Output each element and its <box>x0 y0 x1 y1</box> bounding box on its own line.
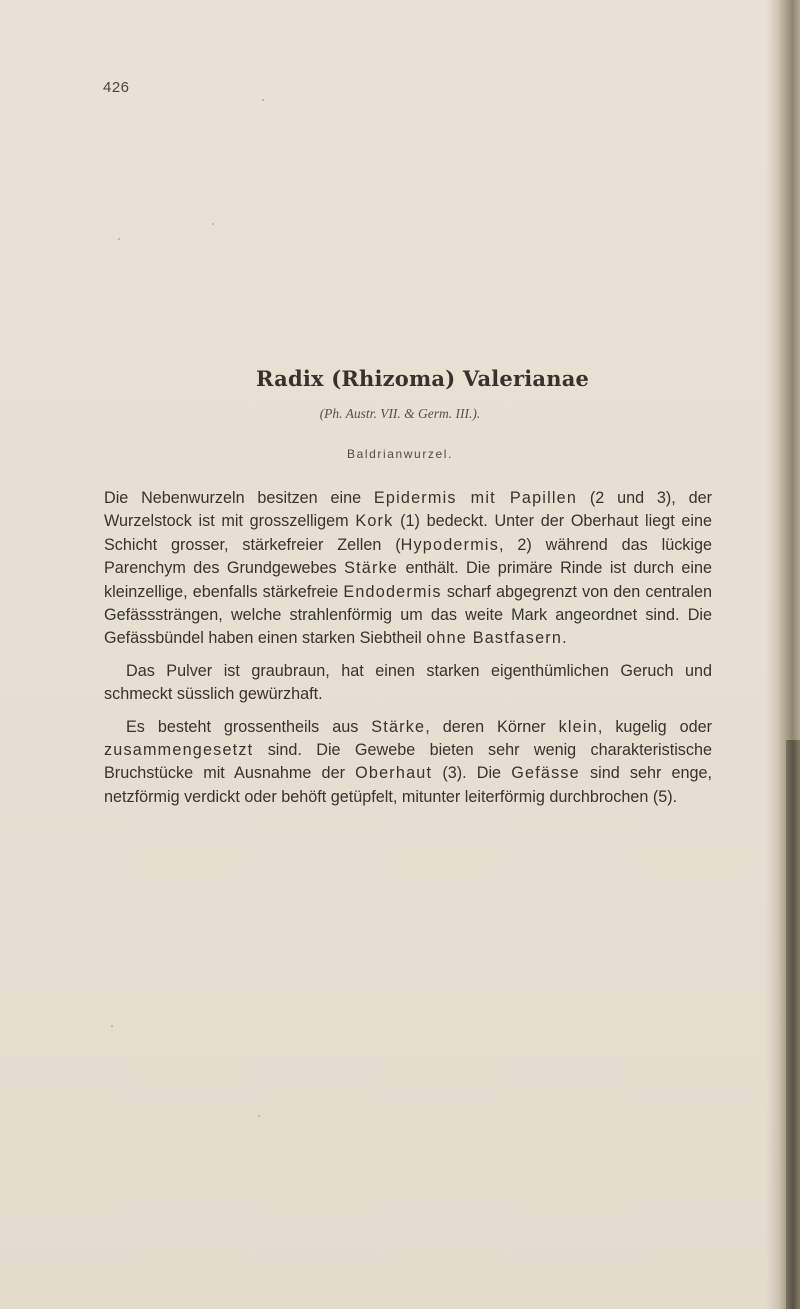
text-run: Die Nebenwurzeln besitzen eine <box>104 489 374 507</box>
text-run: enthält. Die primäre Rinde ist durch eine kleinzellige, ebenfalls stärkefreie <box>104 559 713 601</box>
german-name: Baldrianwurzel. <box>346 447 454 461</box>
page-number: 426 <box>103 79 130 96</box>
text-run: scharf abgegrenzt von den centralen Gefässsträngen, welche strahlenförmig um das weite Mark angeordnet sind. Die Gefässbündel haben einen starken Siebtheil <box>104 582 712 648</box>
text-run: (3). Die <box>432 764 512 783</box>
paper-speck <box>111 1025 113 1027</box>
page-edge-binding <box>786 740 800 1309</box>
paragraph-microscopy <box>104 716 712 810</box>
emphasized-term: Gefässe <box>511 764 580 783</box>
paper-speck <box>212 223 214 225</box>
emphasized-term: Epidermis mit Papillen <box>373 489 578 507</box>
text-run: (2 und 3), der Wurzelstock ist mit grosszelligem <box>104 489 712 531</box>
emphasized-term: Stärke <box>344 559 399 578</box>
text-run: sind. Die Gewebe bieten sehr wenig charakteristische Bruchstücke mit Ausnahme der <box>104 741 712 783</box>
body-text <box>104 487 712 809</box>
text-run: , 2) während das lückige Parenchym des Grundgewebes <box>104 535 712 578</box>
emphasized-term: Stärke <box>371 717 426 736</box>
text-run: sind sehr enge, netzförmig verdickt oder behöft getüpfelt, mitunter leiterförmig durchbrochen (5). <box>104 764 713 806</box>
emphasized-term: Kork <box>355 512 394 531</box>
paper-speck <box>118 238 120 240</box>
emphasized-term: zusammengesetzt <box>104 741 254 760</box>
paper-speck <box>262 99 264 101</box>
paper-speck <box>258 1115 260 1117</box>
page-title: Radix (Rhizoma) Valerianae <box>256 366 590 391</box>
emphasized-term: Endodermis <box>343 582 442 601</box>
pharmacopoeia-reference: (Ph. Austr. VII. & Germ. III.). <box>319 406 481 421</box>
text-run: Es besteht grossentheils aus <box>126 717 372 736</box>
paragraph-anatomy <box>104 487 712 651</box>
emphasized-term: klein <box>558 717 598 736</box>
text-run: , deren Körner <box>425 717 559 736</box>
emphasized-term: ohne Bastfasern. <box>426 629 568 648</box>
paragraph-powder <box>104 660 712 707</box>
text-run: (1) bedeckt. Unter der Oberhaut liegt eine Schicht grosser, stärkefreier Zellen ( <box>104 512 713 554</box>
text-run: , kugelig oder <box>597 717 712 736</box>
text-run: Das Pulver ist graubraun, hat einen starken eigenthümlichen Geruch und schmeckt süsslich gewürzhaft. <box>104 661 712 704</box>
emphasized-term: Hypodermis <box>400 535 499 554</box>
emphasized-term: Oberhaut <box>355 764 433 783</box>
